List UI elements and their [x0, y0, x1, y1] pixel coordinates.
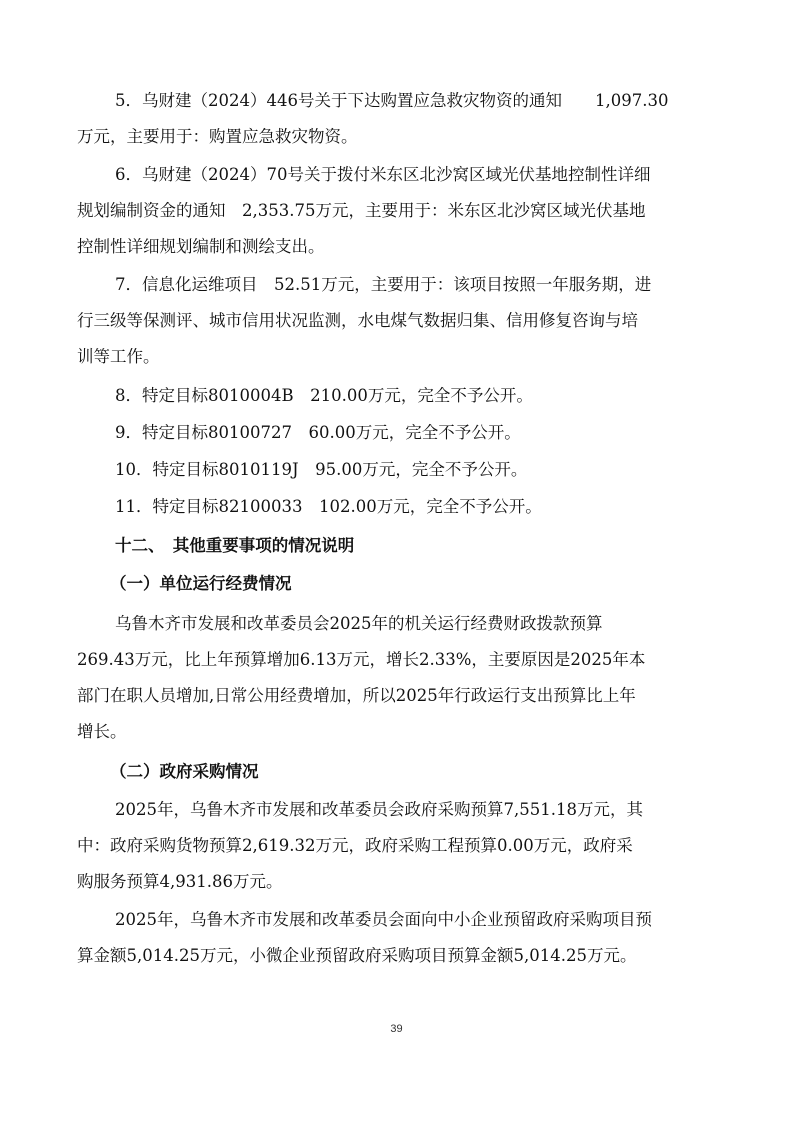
item-6-line-1: 6．乌财建（2024）70号关于拨付米东区北沙窝区域光伏基地控制性详细 — [115, 165, 651, 184]
item-7-line-1: 7．信息化运维项目 52.51万元，主要用于：该项目按照一年服务期，进 — [115, 275, 652, 294]
page-number: 39 — [390, 1023, 403, 1035]
item-8: 8．特定目标8010004B 210.00万元，完全不予公开。 — [115, 386, 533, 405]
item-9: 9．特定目标80100727 60.00万元，完全不予公开。 — [115, 423, 521, 442]
procurement-line-1: 2025年，乌鲁木齐市发展和改革委员会政府采购预算7,551.18万元，其 — [115, 800, 643, 819]
operating-funds-line-2: 269.43万元，比上年预算增加6.13万元，增长2.33%，主要原因是2025年本 — [77, 650, 646, 669]
sme-procurement-line-2: 算金额5,014.25万元，小微企业预留政府采购项目预算金额5,014.25万元。 — [77, 946, 637, 965]
operating-funds-line-3: 部门在职人员增加,日常公用经费增加，所以2025年行政运行支出预算比上年 — [77, 686, 636, 705]
sme-procurement-line-1: 2025年，乌鲁木齐市发展和改革委员会面向中小企业预留政府采购项目预 — [115, 910, 652, 929]
subsection-heading-1: （一）单位运行经费情况 — [110, 574, 292, 593]
item-10: 10．特定目标8010119J 95.00万元，完全不予公开。 — [115, 460, 528, 479]
item-5-line-2: 万元，主要用于：购置应急救灾物资。 — [77, 127, 358, 146]
procurement-line-2: 中：政府采购货物预算2,619.32万元，政府采购工程预算0.00万元，政府采 — [77, 836, 633, 855]
operating-funds-line-4: 增长。 — [77, 722, 127, 741]
item-6-line-3: 控制性详细规划编制和测绘支出。 — [77, 237, 325, 256]
item-6-line-2: 规划编制资金的通知 2,353.75万元，主要用于：米东区北沙窝区域光伏基地 — [77, 201, 646, 220]
item-7-line-2: 行三级等保测评、城市信用状况监测，水电煤气数据归集、信用修复咨询与培 — [77, 311, 638, 330]
item-11: 11．特定目标82100033 102.00万元，完全不予公开。 — [115, 497, 542, 516]
section-heading-12: 十二、 其他重要事项的情况说明 — [115, 536, 355, 555]
operating-funds-line-1: 乌鲁木齐市发展和改革委员会2025年的机关运行经费财政拨款预算 — [115, 614, 603, 633]
item-7-line-3: 训等工作。 — [77, 347, 160, 366]
subsection-heading-2: （二）政府采购情况 — [110, 762, 259, 781]
procurement-line-3: 购服务预算4,931.86万元。 — [77, 872, 283, 891]
item-5-line-1: 5．乌财建（2024）446号关于下达购置应急救灾物资的通知 1,097.30 — [115, 91, 669, 110]
